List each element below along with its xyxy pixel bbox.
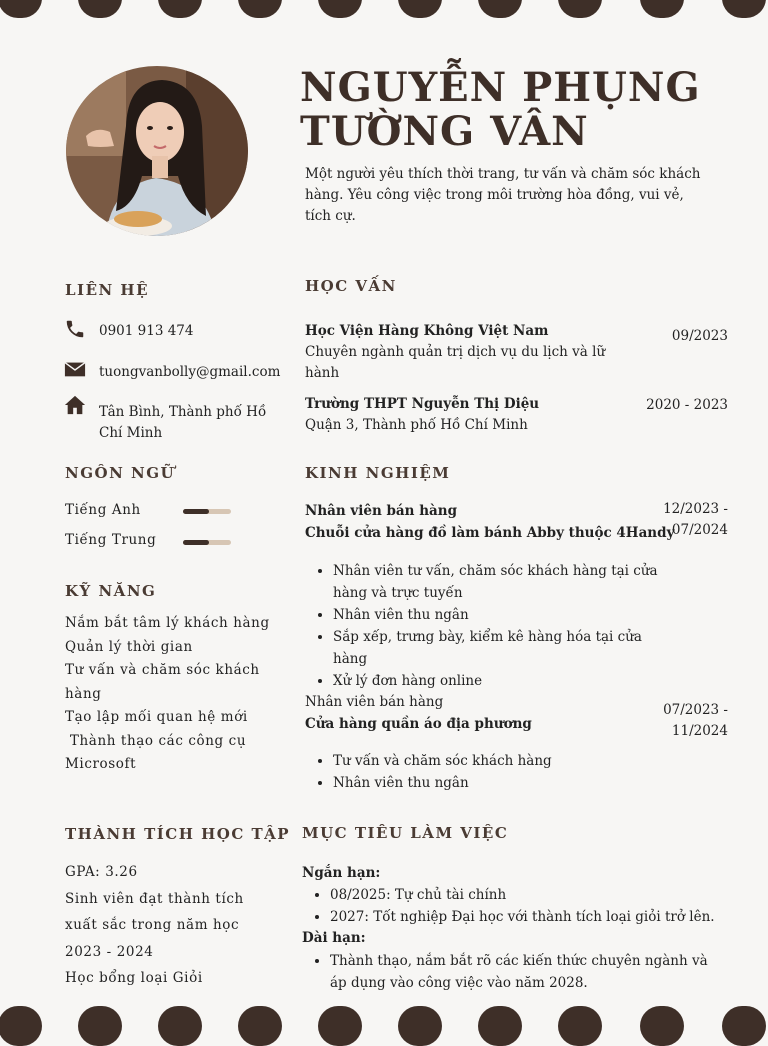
language-level-bar bbox=[183, 540, 231, 545]
profile-photo bbox=[66, 66, 248, 236]
goal-item: • Thành thạo, nắm bắt rõ các kiến thức chuyên ngành và áp dụng vào công việc vào năm 2028. bbox=[330, 950, 722, 994]
skill-line: Microsoft bbox=[65, 756, 137, 772]
achievements-section-title: THÀNH TÍCH HỌC TẬP bbox=[65, 825, 291, 843]
job-date-start: 12/2023 - bbox=[663, 501, 728, 517]
education-detail: Quận 3, Thành phố Hồ Chí Minh bbox=[305, 417, 528, 433]
scallop-dot bbox=[0, 1006, 42, 1046]
scallop-dot bbox=[558, 0, 602, 18]
scallop-dot bbox=[158, 0, 202, 18]
scallop-dot bbox=[318, 0, 362, 18]
skill-line: Nắm bắt tâm lý khách hàng bbox=[65, 615, 270, 631]
job-bullet: • Xử lý đơn hàng online bbox=[333, 670, 665, 692]
contact-section-title: LIÊN HỆ bbox=[65, 281, 150, 299]
scallop-dot bbox=[318, 1006, 362, 1046]
scallop-dot bbox=[478, 0, 522, 18]
goals-section-title: MỤC TIÊU LÀM VIỆC bbox=[302, 824, 509, 842]
education-school: Học Viện Hàng Không Việt Nam bbox=[305, 323, 549, 339]
education-section-title: HỌC VẤN bbox=[305, 277, 397, 295]
scallop-dot bbox=[78, 0, 122, 18]
scallop-dot bbox=[478, 1006, 522, 1046]
goal-item: • 2027: Tốt nghiệp Đại học với thành tích loại giỏi trở lên. bbox=[330, 906, 742, 928]
education-detail-line: Chuyên ngành quản trị dịch vụ du lịch và lữ bbox=[305, 344, 606, 360]
job-date bbox=[620, 499, 728, 541]
job-bullet: • Nhân viên thu ngân bbox=[333, 772, 665, 794]
top-scallop-border bbox=[0, 0, 768, 20]
scallop-dot bbox=[640, 1006, 684, 1046]
achievement-line: xuất sắc trong năm học bbox=[65, 917, 240, 933]
goals-short-list bbox=[302, 884, 742, 928]
goals-long-list bbox=[302, 950, 722, 994]
job-company: Cửa hàng quần áo địa phương bbox=[305, 716, 532, 732]
education-detail bbox=[305, 342, 605, 384]
job-bullets bbox=[305, 560, 665, 692]
job-date-start: 07/2023 - bbox=[663, 702, 728, 718]
skills-list bbox=[65, 612, 270, 777]
goals-long-label: Dài hạn: bbox=[302, 930, 366, 946]
experience-section-title: KINH NGHIỆM bbox=[305, 464, 451, 482]
job-bullet: • Tư vấn và chăm sóc khách hàng bbox=[333, 750, 665, 772]
education-detail-line: hành bbox=[305, 365, 340, 381]
scallop-dot bbox=[398, 1006, 442, 1046]
achievements-list bbox=[65, 859, 244, 992]
languages-section-title: NGÔN NGỮ bbox=[65, 464, 176, 482]
scallop-dot bbox=[238, 1006, 282, 1046]
goal-item: • 08/2025: Tự chủ tài chính bbox=[330, 884, 742, 906]
scallop-dot bbox=[398, 0, 442, 18]
scallop-dot bbox=[238, 0, 282, 18]
skill-line: Thành thạo các công cụ bbox=[65, 732, 247, 749]
education-date: 2020 - 2023 bbox=[646, 397, 728, 413]
address bbox=[99, 402, 266, 444]
language-name: Tiếng Anh bbox=[65, 502, 141, 518]
address-line-2: Chí Minh bbox=[99, 425, 163, 441]
job-bullets bbox=[305, 750, 665, 794]
skills-section-title: KỸ NĂNG bbox=[65, 582, 157, 600]
email-address[interactable]: tuongvanbolly@gmail.com bbox=[99, 364, 281, 380]
mail-icon bbox=[64, 358, 86, 380]
scallop-dot bbox=[78, 1006, 122, 1046]
home-icon bbox=[64, 394, 86, 416]
skill-line: Tư vấn và chăm sóc khách bbox=[65, 662, 260, 678]
skill-line: Tạo lập mối quan hệ mới bbox=[65, 709, 248, 725]
scallop-dot bbox=[722, 1006, 766, 1046]
achievement-line: GPA: 3.26 bbox=[65, 864, 138, 880]
scallop-dot bbox=[558, 1006, 602, 1046]
name-line-2: TƯỜNG VÂN bbox=[300, 108, 589, 155]
phone-number[interactable]: 0901 913 474 bbox=[99, 323, 194, 339]
scallop-dot bbox=[0, 0, 42, 18]
education-school: Trường THPT Nguyễn Thị Diệu bbox=[305, 396, 540, 412]
job-bullet: • Nhân viên tư vấn, chăm sóc khách hàng tại cửa hàng và trực tuyến bbox=[333, 560, 665, 604]
name-line-1: NGUYỄN PHỤNG bbox=[300, 64, 701, 111]
education-date: 09/2023 bbox=[671, 328, 728, 344]
job-company: Chuỗi cửa hàng đồ làm bánh Abby thuộc 4Handy bbox=[305, 525, 675, 541]
address-line-1: Tân Bình, Thành phố Hồ bbox=[99, 404, 267, 420]
language-level-bar bbox=[183, 509, 231, 514]
skill-line: hàng bbox=[65, 685, 102, 702]
job-bullet: • Nhân viên thu ngân bbox=[333, 604, 665, 626]
language-name: Tiếng Trung bbox=[65, 532, 157, 548]
achievement-line: Học bổng loại Giỏi bbox=[65, 970, 203, 986]
job-date-end: 11/2024 bbox=[671, 723, 728, 739]
job-bullet: • Sắp xếp, trưng bày, kiểm kê hàng hóa tại cửa hàng bbox=[333, 626, 665, 670]
scallop-dot bbox=[158, 1006, 202, 1046]
phone-icon bbox=[64, 318, 86, 340]
profile-summary: Một người yêu thích thời trang, tư vấn và chăm sóc khách hàng. Yêu công việc trong môi trường hòa đồng, vui vẻ, tích cự. bbox=[305, 166, 701, 224]
goals-short-label: Ngắn hạn: bbox=[302, 865, 381, 881]
candidate-name bbox=[300, 66, 740, 154]
job-role: Nhân viên bán hàng bbox=[305, 694, 444, 710]
scallop-dot bbox=[640, 0, 684, 18]
job-role: Nhân viên bán hàng bbox=[305, 503, 458, 519]
bottom-scallop-border bbox=[0, 1004, 768, 1024]
scallop-dot bbox=[722, 0, 766, 18]
achievement-line: 2023 - 2024 bbox=[65, 943, 154, 960]
skill-line: Quản lý thời gian bbox=[65, 638, 193, 655]
achievement-line: Sinh viên đạt thành tích bbox=[65, 890, 244, 907]
job-date-end: 07/2024 bbox=[671, 522, 728, 538]
job-date bbox=[620, 700, 728, 742]
